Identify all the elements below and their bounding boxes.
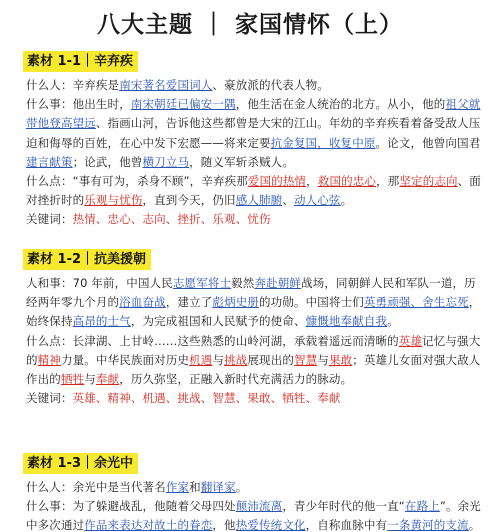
highlight-text: 抗金复国，收复中原 bbox=[270, 135, 376, 150]
text-run: ，那 bbox=[376, 174, 400, 189]
text-run: 关键词： bbox=[26, 212, 73, 227]
paragraph bbox=[26, 389, 484, 408]
text-run: 什么人：余光中是当代著名 bbox=[26, 480, 166, 494]
highlight-text: 横刀立马 bbox=[142, 154, 190, 169]
paragraph bbox=[26, 95, 484, 172]
section-yu-guangzhong bbox=[26, 452, 484, 532]
highlight-text: 感人肺腑 bbox=[235, 193, 283, 208]
text-run: 什么点：长津湖、上甘岭……这些熟悉的山岭河湖，承载着遥远而清晰的 bbox=[26, 333, 399, 348]
highlight-text: 奉献 bbox=[95, 372, 120, 387]
text-run: 人和事：70 年前，中国人民 bbox=[26, 276, 173, 290]
highlight-text: 翻译家 bbox=[200, 480, 236, 494]
text-run: 。 bbox=[340, 193, 353, 208]
text-run: ，为完成祖国和人民赋予的使命、 bbox=[130, 314, 306, 329]
paragraph bbox=[26, 274, 484, 332]
text-run: 与 bbox=[84, 372, 96, 387]
text-run: 与 bbox=[212, 352, 225, 367]
highlight-text: 精神 bbox=[37, 352, 61, 367]
highlight-text: 作家 bbox=[165, 480, 190, 494]
highlight-text: 彪炳史册 bbox=[212, 295, 260, 310]
text-run: ，建立了 bbox=[165, 295, 213, 310]
paragraph bbox=[26, 332, 484, 390]
text-run: ”。余光中多次通过 bbox=[26, 499, 481, 532]
text-run: 什么事：他出生时， bbox=[26, 97, 131, 112]
text-run: ，历久弥坚，正融入新时代充满活力的脉动。 bbox=[119, 372, 353, 387]
text-run: ， bbox=[306, 174, 318, 189]
highlight-text: 救国的忠心 bbox=[317, 174, 377, 189]
paragraph bbox=[26, 172, 484, 210]
highlight-text: 南宋著名爱国词人 bbox=[119, 78, 213, 92]
text-run: ，随义军斩杀贼人。 bbox=[189, 154, 294, 169]
highlight-text: 智慧 bbox=[294, 352, 318, 367]
text-run: 力量。中华民族面对历史 bbox=[60, 352, 190, 367]
paragraph bbox=[26, 478, 484, 497]
text-run: 毅然 bbox=[231, 276, 255, 290]
highlight-text: 果敢 bbox=[328, 352, 353, 367]
text-run: 。 bbox=[235, 480, 248, 494]
text-run: 、豪放派的代表人物。 bbox=[212, 78, 329, 92]
highlight-text: 颠沛流离 bbox=[235, 499, 283, 514]
text-run: ，自称血脉中有 bbox=[305, 518, 388, 532]
highlight-text: 英雄 bbox=[398, 333, 423, 348]
highlight-text: 爱国的热情 bbox=[247, 174, 307, 189]
text-run: ；论武，他曾 bbox=[72, 154, 143, 169]
highlight-text: 牺牲 bbox=[60, 372, 85, 387]
text-run: ，他 bbox=[212, 518, 236, 532]
text-run: 什么事：为了躲避战乱，他随着父母四处 bbox=[26, 499, 236, 514]
text-run: 和 bbox=[189, 480, 201, 494]
page-title: 八大主题 ｜ 家国情怀（上） bbox=[96, 12, 403, 38]
section-tag: 素材 1-1｜辛弃疾 bbox=[23, 51, 138, 72]
text-run: ，始终保持 bbox=[26, 295, 481, 329]
text-run: 什么人：辛弃疾是 bbox=[26, 78, 120, 92]
paragraph bbox=[26, 210, 484, 229]
highlight-text: 志愿军将士 bbox=[172, 276, 232, 290]
highlight-text: 动人心弦 bbox=[293, 193, 341, 208]
text-run: 。 bbox=[387, 314, 399, 329]
highlight-text: 祖父就带他登高望远 bbox=[26, 97, 481, 131]
text-run: 展现出的 bbox=[247, 352, 295, 367]
highlight-text: 慷慨地奉献自我 bbox=[305, 314, 388, 329]
highlight-text: 在路上 bbox=[404, 499, 440, 514]
text-run: 、 bbox=[282, 193, 294, 208]
text-run: ，他生活在金人统治的北方。从小，他的 bbox=[235, 97, 446, 112]
text-run: 。 bbox=[468, 518, 481, 532]
text-run: 战场，同朝鲜人民和军队一道，历经两年零九个月的 bbox=[26, 276, 476, 310]
text-run: ，青少年时代的他一直“ bbox=[282, 499, 405, 514]
paragraph bbox=[26, 76, 484, 95]
highlight-text: 挑战 bbox=[224, 352, 248, 367]
text-run: 。论文，他曾向国君 bbox=[375, 135, 481, 150]
section-xin-qiji bbox=[26, 50, 484, 230]
highlight-text: 乐观与忧伤 bbox=[84, 193, 143, 208]
highlight-text: 浴血奋战 bbox=[119, 295, 166, 310]
highlight-text: 奔赴朝鲜 bbox=[254, 276, 302, 290]
highlight-text: 南宋朝廷已偏安一隅 bbox=[130, 97, 236, 112]
highlight-text: 热情、忠心、志向、挫折、乐观、忧伤 bbox=[72, 212, 271, 227]
text-run: 、指画山河，告诉他这些都曾是大宋的江山。年幼的辛弃疾看着备受敌人压迫和侮辱的百姓，在心中发下宏愿——将来定要 bbox=[26, 116, 481, 150]
text-run: 与 bbox=[317, 352, 329, 367]
text-run: 、面对挫折时的 bbox=[26, 174, 481, 208]
highlight-text: 建言献策 bbox=[26, 154, 73, 169]
text-run: ；英雄儿女面对强大敌人作出的 bbox=[26, 352, 481, 387]
text-run: ，直到今天，仍旧 bbox=[142, 193, 236, 208]
highlight-text: 作品来表达对故土的眷恋 bbox=[84, 518, 213, 532]
text-run: 的功勋。中国将士们 bbox=[259, 295, 364, 310]
highlight-text: 热爱传统文化 bbox=[235, 518, 306, 532]
section-tag: 素材 1-2｜抗美援朝 bbox=[23, 249, 151, 270]
highlight-text: 高昂的士气 bbox=[72, 314, 131, 329]
highlight-text: 英勇顽强、舍生忘死 bbox=[363, 295, 469, 310]
text-run: 记忆与强大的 bbox=[26, 333, 481, 367]
highlight-text: 英雄、精神、机遇、挑战、智慧、果敢、牺牲、奉献 bbox=[72, 391, 341, 406]
highlight-text: 机遇 bbox=[189, 352, 213, 367]
text-run: 什么点：“事有可为，杀身不顾”，辛弃疾那 bbox=[26, 174, 248, 189]
highlight-text: 一条黄河的支流 bbox=[387, 518, 469, 532]
section-tag: 素材 1-3｜余光中 bbox=[23, 453, 138, 474]
paragraph bbox=[26, 497, 484, 532]
text-run: 关键词： bbox=[26, 391, 73, 406]
section-kang-mei-yuan-chao bbox=[26, 248, 484, 408]
highlight-text: 坚定的志向 bbox=[399, 174, 458, 189]
